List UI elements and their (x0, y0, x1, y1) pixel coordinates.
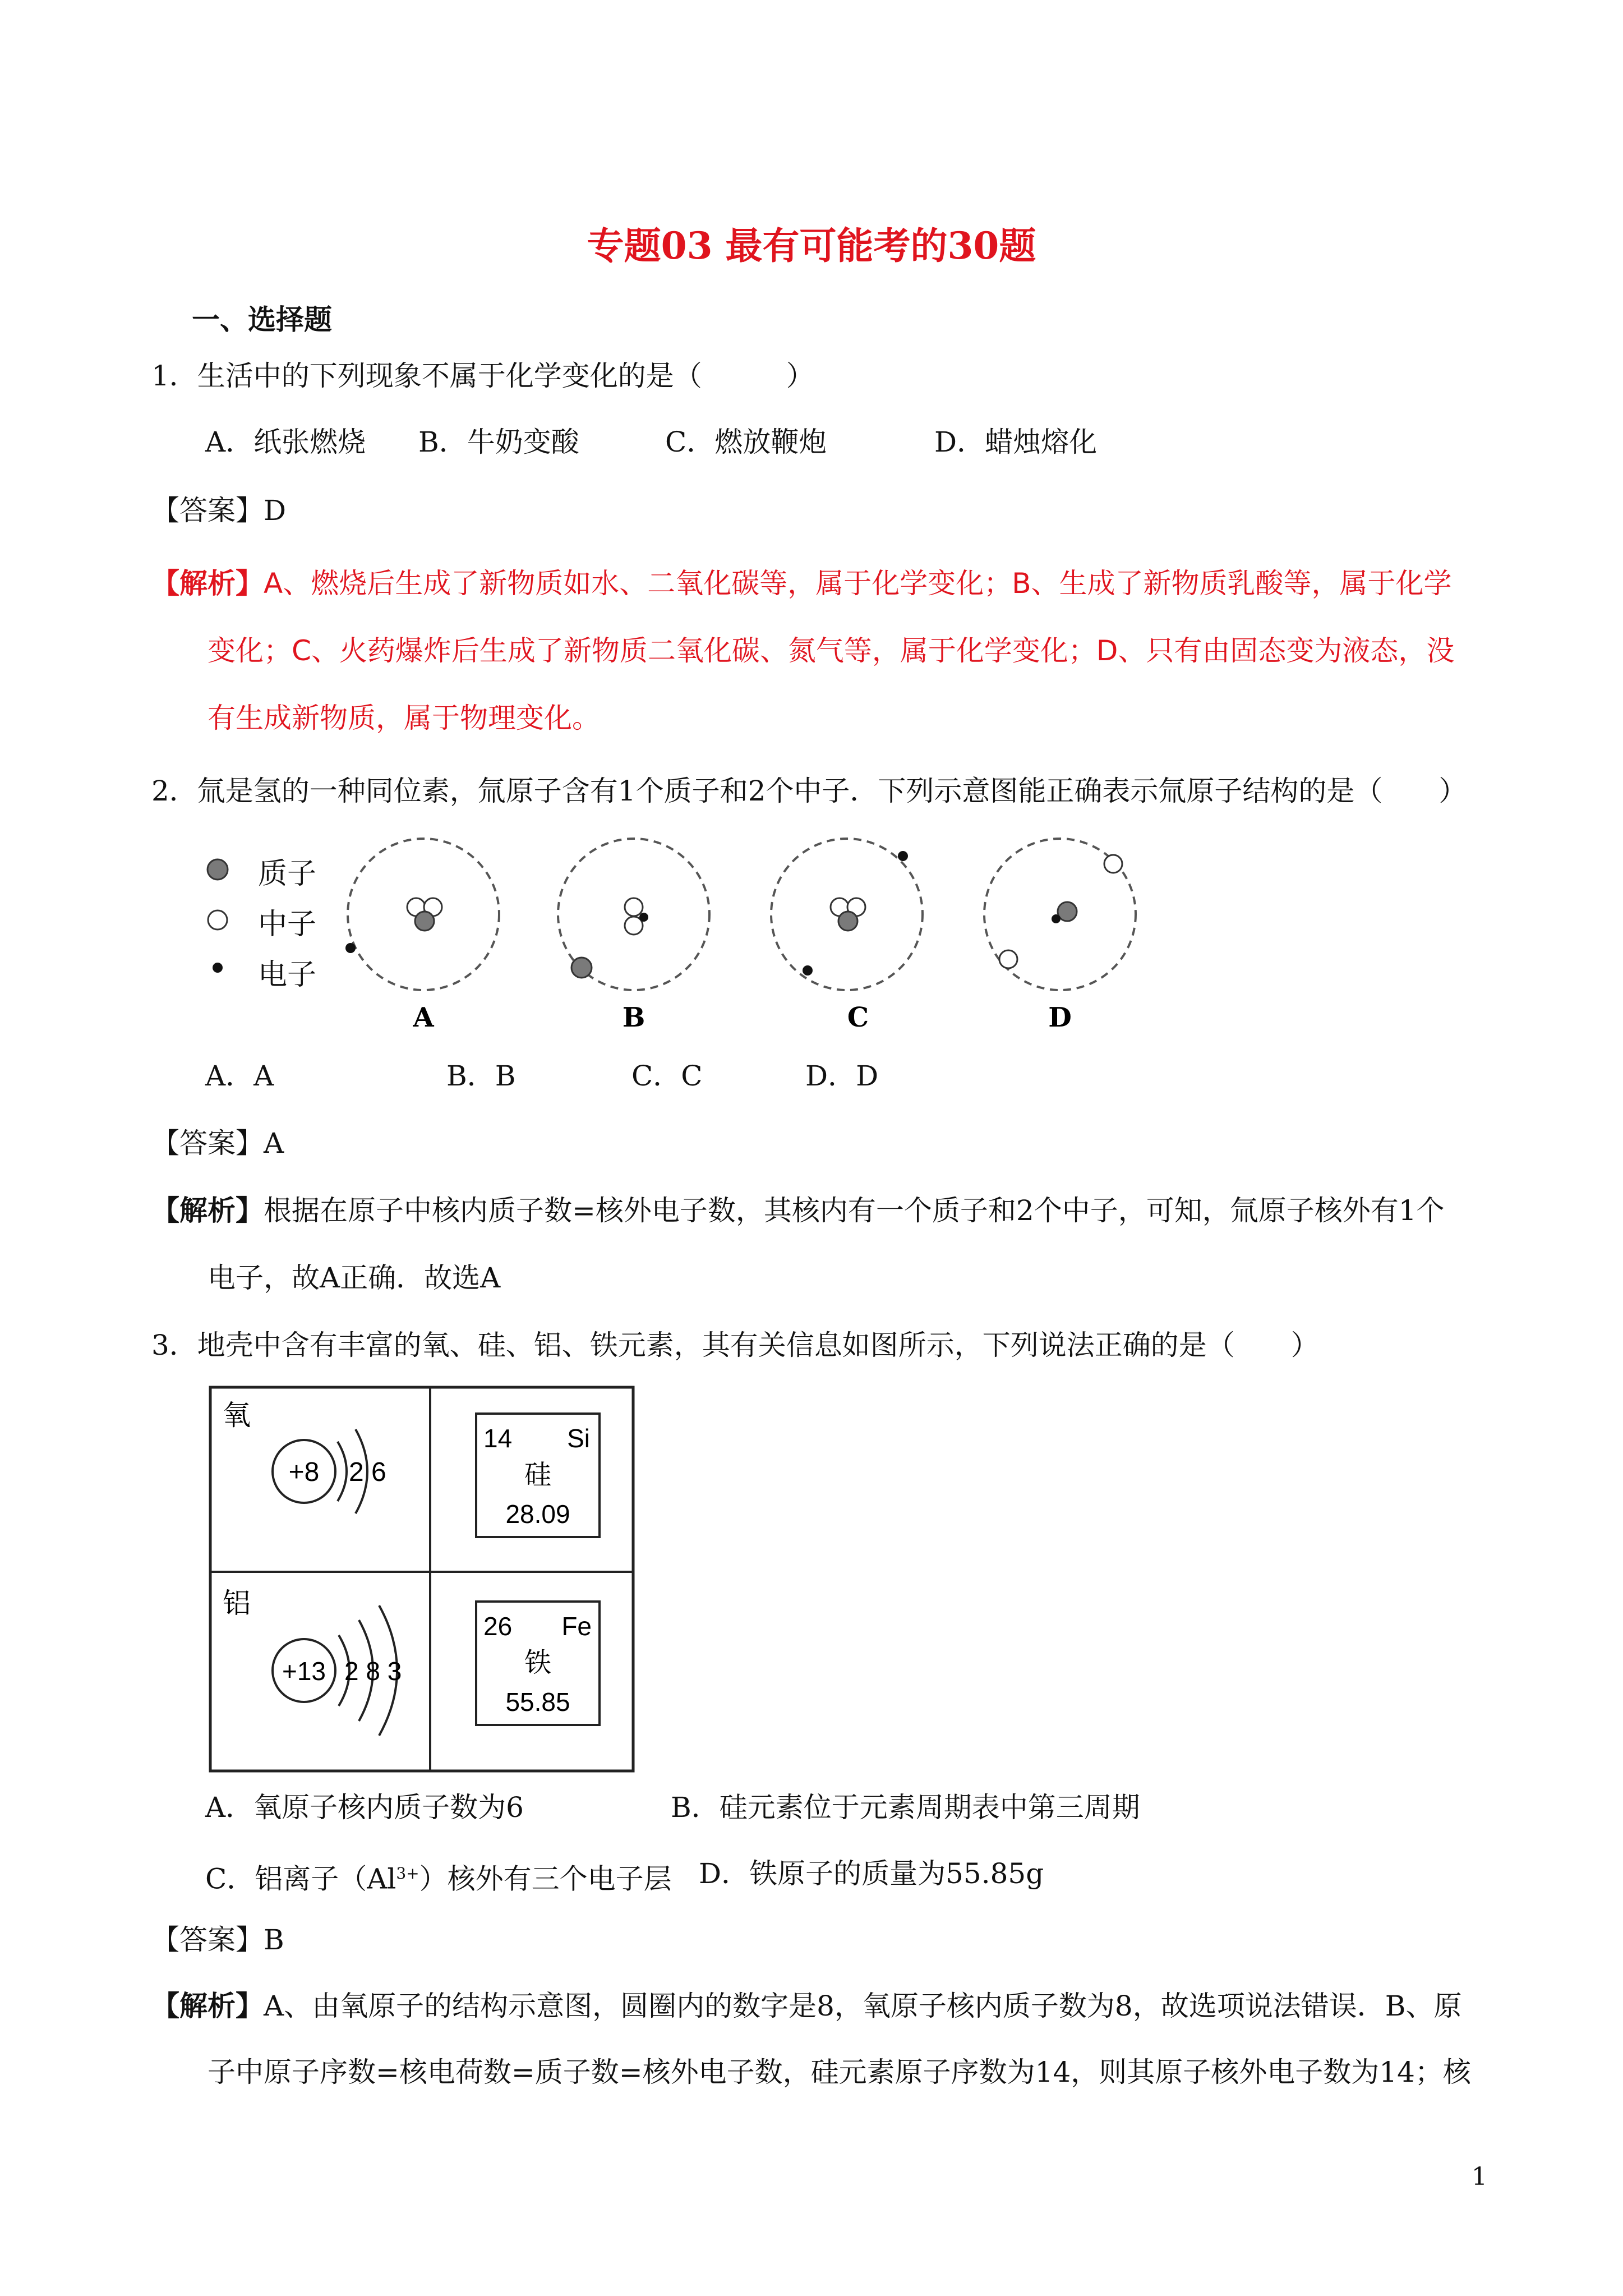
q2-legend (202, 841, 336, 999)
legend-proton-label: 质子 (258, 857, 317, 891)
q2-stem: 2．氚是氢的一种同位素，氚原子含有1个质子和2个中子．下列示意图能正确表示氚原子结构的是（ ） (151, 775, 1467, 807)
diagram-label-b: B (622, 1002, 645, 1033)
page-title: 专题03 最有可能考的30题 (587, 224, 1036, 268)
iron-name: 铁 (524, 1647, 552, 1678)
q2-option-d: D．D (805, 1060, 879, 1092)
q2-options (205, 1059, 1495, 1093)
electron-icon (213, 963, 223, 973)
oxygen-name: 氧 (223, 1399, 251, 1432)
q3-analysis-line: A、由氧原子的结构示意图，圆圈内的数字是8，氧原子核内质子数为8，故选项说法错误．B、原 (264, 1990, 1462, 2022)
q1-analysis-tag: 【解析】 (151, 567, 264, 600)
silicon-number: 14 (483, 1424, 513, 1453)
q2-option-b: B．B (446, 1060, 516, 1092)
neutron-icon (208, 910, 227, 930)
q1-stem: 1．生活中的下列现象不属于化学变化的是（ ） (151, 360, 814, 392)
iron-mass: 55.85 (505, 1687, 570, 1717)
iron-symbol: Fe (561, 1612, 592, 1641)
aluminum-name: 铝 (223, 1587, 251, 1619)
q3-analysis-line: 子中原子序数=核电荷数=质子数=核外电子数，硅元素原子序数为14，则其原子核外电子数为14；核 (208, 2056, 1471, 2088)
diagram-label-c: C (847, 1002, 869, 1033)
q3-analysis-tag: 【解析】 (151, 1989, 264, 2022)
diagram-label-a: A (413, 1002, 434, 1033)
q2-analysis-line: 根据在原子中核内质子数=核外电子数，其核内有一个质子和2个中子，可知，氚原子核外有1个 (264, 1194, 1445, 1227)
element-info-figure (209, 1386, 635, 1773)
oxygen-shells: 2 6 (349, 1457, 386, 1487)
page-number: 1 (1472, 2162, 1487, 2191)
q2-option-c: C．C (631, 1060, 703, 1092)
q1-option-b: B．牛奶变酸 (418, 426, 579, 458)
iron-number: 26 (483, 1612, 513, 1641)
legend-electron-label: 电子 (258, 958, 317, 992)
section-heading: 一、选择题 (192, 303, 332, 336)
atom-diagram-c (771, 839, 923, 1033)
q2-answer: 【答案】A (151, 1127, 284, 1159)
q3-stem: 3．地壳中含有丰富的氧、硅、铝、铁元素，其有关信息如图所示，下列说法正确的是（ ） (151, 1329, 1319, 1361)
atom-diagram-a (345, 839, 499, 1033)
silicon-symbol: Si (567, 1424, 590, 1453)
aluminum-shells: 2 8 3 (344, 1657, 402, 1686)
q1-analysis-line: A、燃烧后生成了新物质如水、二氧化碳等，属于化学变化；B、生成了新物质乳酸等，属于化学 (264, 567, 1452, 600)
q1-answer: 【答案】D (151, 494, 287, 527)
q3-option-d: D．铁原子的质量为55.85g (699, 1857, 1044, 1890)
q1-option-c: C．燃放鞭炮 (665, 426, 827, 458)
q2-analysis-line: 电子，故A正确．故选A (208, 1262, 501, 1294)
q1-option-a: A．纸张燃烧 (205, 426, 366, 458)
legend-neutron-label: 中子 (258, 908, 317, 941)
q1-analysis-line: 有生成新物质，属于物理变化。 (208, 702, 600, 734)
q2-legend-symbols (202, 841, 236, 999)
silicon-name: 硅 (524, 1459, 552, 1490)
aluminum-nucleus: +13 (282, 1657, 326, 1686)
q2-atom-diagrams (336, 830, 1514, 1043)
q3-option-b: B．硅元素位于元素周期表中第三周期 (671, 1791, 1140, 1824)
q1-options (205, 425, 1495, 459)
diagram-label-d: D (1048, 1002, 1072, 1033)
q1-option-d: D．蜡烛熔化 (934, 426, 1098, 458)
q2-option-a: A．A (205, 1060, 274, 1092)
atom-diagram-d (984, 839, 1136, 1033)
q3-option-c: C．铝离子$(Al^{3+})$核外有三个电子层 (205, 1862, 672, 1895)
oxygen-nucleus: +8 (288, 1457, 320, 1487)
q3-answer: 【答案】B (151, 1924, 284, 1956)
q1-analysis-line: 变化；C、火药爆炸后生成了新物质二氧化碳、氮气等，属于化学变化；D、只有由固态变为液态，没 (208, 634, 1455, 667)
silicon-mass: 28.09 (505, 1499, 570, 1529)
atom-diagram-b (558, 839, 709, 1033)
proton-icon (208, 859, 228, 880)
q2-analysis-tag: 【解析】 (151, 1194, 264, 1227)
q3-option-a: A．氧原子核内质子数为6 (205, 1791, 524, 1824)
